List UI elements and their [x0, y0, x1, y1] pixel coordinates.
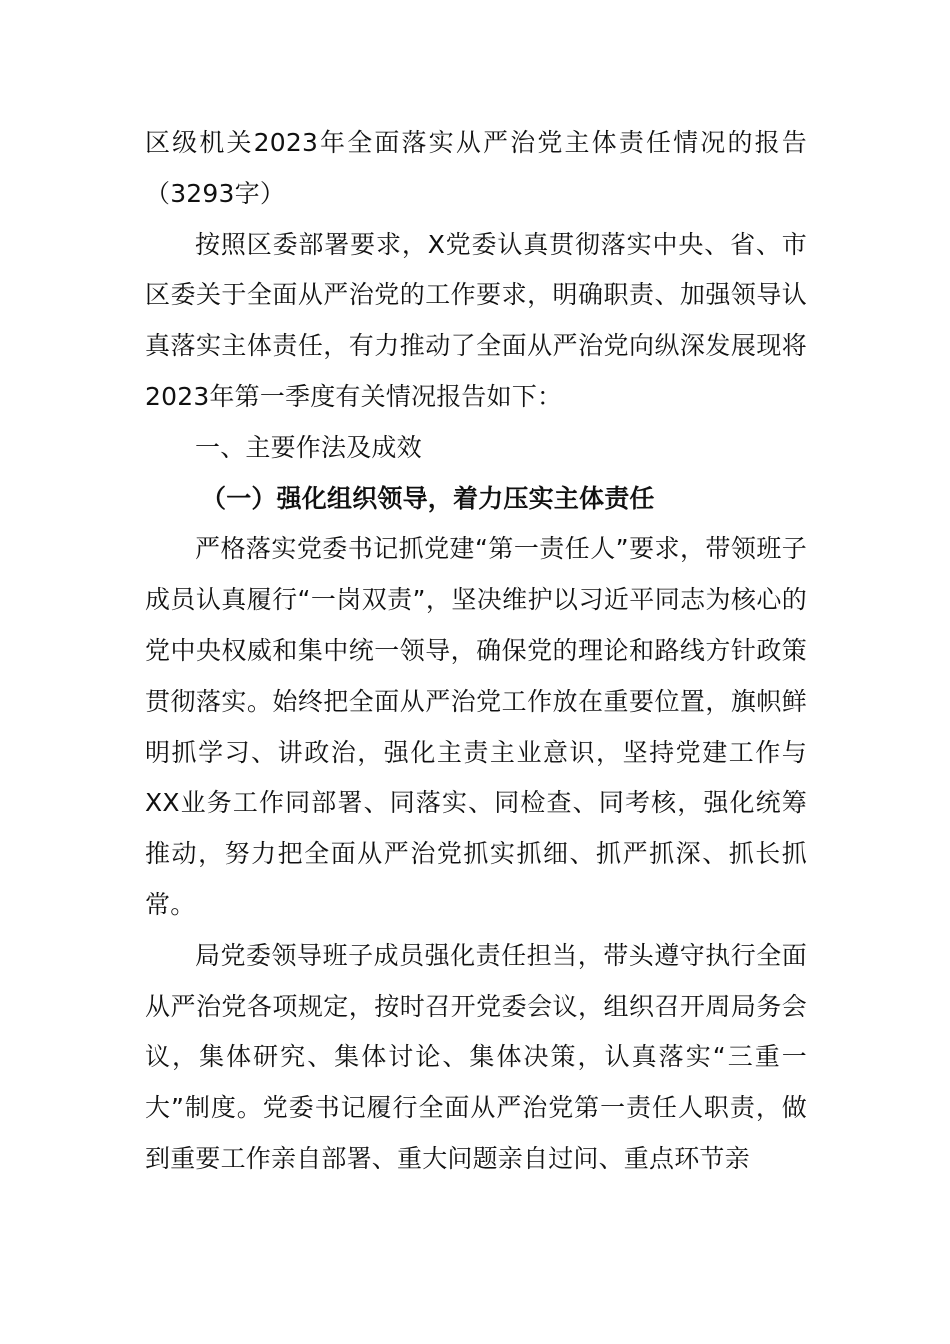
document-page	[145, 118, 807, 1185]
body-paragraph-1: 严格落实党委书记抓党建“第一责任人”要求，带领班子成员认真履行“一岗双责”，坚决维护以习近平同志为核心的党中央权威和集中统一领导，确保党的理论和路线方针政策贯彻落实。始终把全面从严治党工作放在重要位置，旗帜鲜明抓学习、讲政治，强化主责主业意识，坚持党建工作与XX业务工作同部署、同落实、同检查、同考核，强化统筹推动，努力把全面从严治党抓实抓细、抓严抓深、抓长抓常。	[145, 534, 807, 919]
body-paragraph-2: 局党委领导班子成员强化责任担当，带头遵守执行全面从严治党各项规定，按时召开党委会议，组织召开周局务会议，集体研究、集体讨论、集体决策，认真落实“三重一大”制度。党委书记履行全面从严治党第一责任人职责，做到重要工作亲自部署、重大问题亲自过问、重点环节亲	[145, 940, 807, 1173]
intro-paragraph: 按照区委部署要求，X党委认真贯彻落实中央、省、市区委关于全面从严治党的工作要求，明确职责、加强领导认真落实主体责任，有力推动了全面从严治党向纵深发展现将2023年第一季度有关情况报告如下：	[145, 229, 807, 411]
document-title: 区级机关2023年全面落实从严治党主体责任情况的报告（3293字）	[145, 128, 807, 208]
subsection-heading-1: （一）强化组织领导，着力压实主体责任	[201, 483, 655, 513]
section-heading-1: 一、主要作法及成效	[195, 432, 422, 462]
